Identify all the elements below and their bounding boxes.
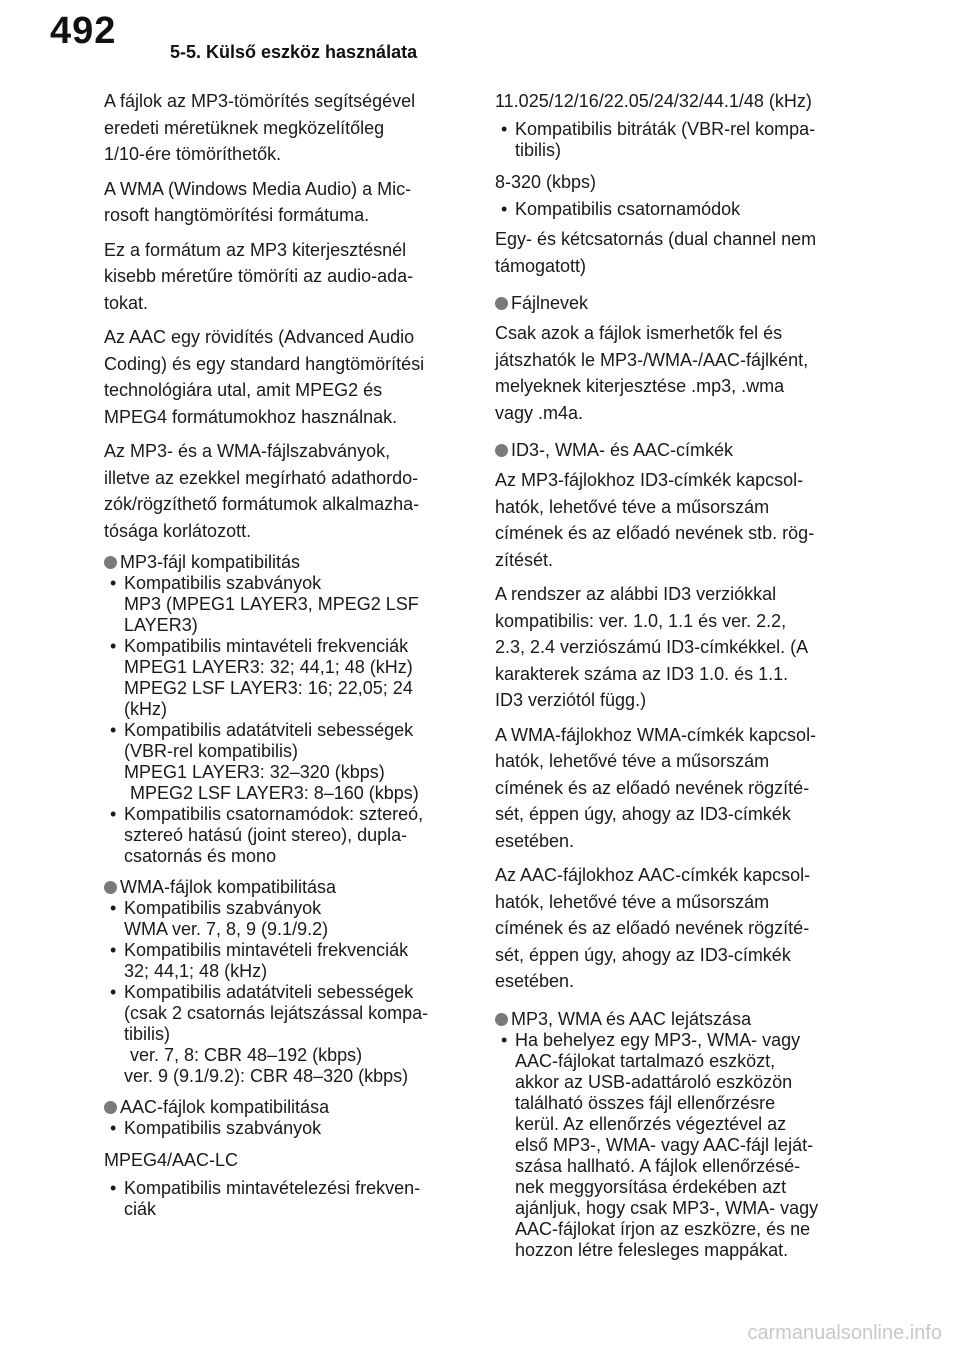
watermark: carmanualsonline.info — [747, 1322, 942, 1344]
heading-tags: ID3-, WMA- és AAC-címkék — [495, 440, 860, 461]
paragraph-wma-intro: A WMA (Windows Media Audio) a Mic- rosoft hangtömörítési formátuma. — [104, 178, 412, 225]
list-item: • Kompatibilis szabványok — [110, 1118, 322, 1138]
list-item: • Kompatibilis szabványok — [110, 898, 322, 918]
heading-mp3-compat: MP3-fájl kompatibilitás — [104, 552, 476, 573]
right-column — [495, 88, 860, 1271]
paragraph-aac-intro: Az AAC egy rövidítés (Advanced Audio Coding) és egy standard hangtömörítési technológiára utal, amit MPEG2 és MPEG4 formátumokhoz használnak. — [104, 327, 425, 427]
list-item: • Kompatibilis bitráták (VBR-rel kompa- — [501, 118, 816, 139]
list-aac-bitrate: • Kompatibilis bitráták (VBR-rel kompa- tibilis) — [495, 119, 860, 161]
list-item: • Kompatibilis csatornamódok — [501, 199, 741, 219]
list-item: • Kompatibilis adatátviteli sebességek — [110, 720, 414, 740]
list-item: • Kompatibilis csatornamódok: sztereó, — [110, 804, 424, 824]
bullet-circle-icon — [104, 556, 117, 569]
list-playback: • Ha behelyez egy MP3-, WMA- vagy AAC-fájlokat tartalmazó eszközt, akkor az USB-adattároló eszközön található összes fájl ellenőrzésre kerül. Az ellenőrzés végeztével az első MP3-, WMA- vagy AAC-fájl leját- szása hallható. A fájlok ellenőrzésé- nek meggyorsítása érdekében azt ajánljuk, hogy csak MP3-, WMA- vagy AAC-fájlokat írjon az eszközre, és ne hozzon létre felesleges mappákat. — [495, 1030, 860, 1261]
paragraph-id3-tags: Az MP3-fájlokhoz ID3-címkék kapcsol- hatók, lehetővé téve a műsorszám címének és az előadó nevének stb. rög- zítését. — [495, 470, 815, 570]
bullet-circle-icon — [495, 1013, 508, 1026]
list-item: • Kompatibilis adatátviteli sebességek — [110, 982, 414, 1002]
page-number: 492 — [50, 10, 117, 52]
aac-bitrate-values: 8-320 (kbps) — [495, 171, 597, 192]
heading-aac-compat: AAC-fájlok kompatibilitása — [104, 1097, 476, 1118]
list-aac-channels — [495, 199, 860, 220]
heading-filenames: Fájlnevek — [495, 293, 860, 314]
paragraph-filenames: Csak azok a fájlok ismerhetők fel és játszhatók le MP3-/WMA-/AAC-fájlként, melyeknek kiterjesztése .mp3, .wma vagy .m4a. — [495, 323, 809, 423]
aac-channel-values: Egy- és kétcsatornás (dual channel nem támogatott) — [495, 229, 817, 276]
paragraph-id3-versions: A rendszer az alábbi ID3 verziókkal kompatibilis: ver. 1.0, 1.1 és ver. 2.2, 2.3, 2.4 verziószámú ID3-címkékkel. (A karakterek száma az ID3 1.0. és 1.1. ID3 verziótól függ.) — [495, 584, 809, 710]
paragraph-aac-tags: Az AAC-fájlokhoz AAC-címkék kapcsol- hatók, lehetővé téve a műsorszám címének és az előadó nevének rögzíté- sét, éppen úgy, ahogy az ID3-címkék esetében. — [495, 865, 811, 991]
bullet-circle-icon — [104, 1101, 117, 1114]
paragraph-mp3-intro: A fájlok az MP3-tömörítés segítségével eredeti méretüknek megközelítőleg 1/10-ére tömöríthetők. — [104, 91, 416, 164]
bullet-circle-icon — [104, 881, 117, 894]
bullet-circle-icon — [495, 297, 508, 310]
list-aac-compat — [104, 1118, 476, 1139]
list-item: • Kompatibilis szabványok — [110, 573, 322, 593]
list-aac-freq: • Kompatibilis mintavételezési frekven- ciák — [104, 1178, 476, 1220]
paragraph-wma-compress: Ez a formátum az MP3 kiterjesztésnél kisebb méretűre tömöríti az audio-ada- tokat. — [104, 239, 414, 313]
paragraph-wma-tags: A WMA-fájlokhoz WMA-címkék kapcsol- hatók, lehetővé téve a műsorszám címének és az előadó nevének rögzíté- sét, éppen úgy, ahogy az ID3-címkék esetében. — [495, 724, 817, 851]
left-column — [104, 88, 476, 1230]
list-item: • Kompatibilis mintavételezési frekven- — [110, 1177, 421, 1198]
aac-standard-value: MPEG4/AAC-LC — [104, 1150, 239, 1170]
page-header — [0, 0, 960, 70]
list-item: • Kompatibilis mintavételi frekvenciák — [110, 940, 409, 960]
paragraph-standards-limits: Az MP3- és a WMA-fájlszabványok, illetve az ezekkel megírható adathordo- zók/rögzíthető formátumok alkalmazha- tósága korlátozott. — [104, 441, 420, 541]
aac-freq-values: 11.025/12/16/22.05/24/32/44.1/48 (kHz) — [495, 91, 812, 111]
heading-playback: MP3, WMA és AAC lejátszása — [495, 1009, 860, 1030]
heading-wma-compat: WMA-fájlok kompatibilitása — [104, 877, 476, 898]
bullet-circle-icon — [495, 444, 508, 457]
list-item: • Kompatibilis mintavételi frekvenciák — [110, 636, 409, 656]
list-item: • Ha behelyez egy MP3-, WMA- vagy — [501, 1029, 801, 1050]
section-title: 5-5. Külső eszköz használata — [170, 42, 418, 62]
list-mp3-compat: • Kompatibilis szabványok MP3 (MPEG1 LAYER3, MPEG2 LSF LAYER3) • Kompatibilis mintavételi frekvenciák MPEG1 LAYER3: 32; 44,1; 48 (kHz) MPEG2 LSF LAYER3: 16; 22,05; 24 (kHz) • Kompatibilis adatátviteli sebességek (VBR-rel kompatibilis) MPEG1 LAYER3: 32–320 (kbps) MPEG2 LSF LAYER3: 8–160 (kbps) • Kompatibilis csatornamódok: sztereó, sztereó hatású (joint stereo), dupla- csatornás és mono — [104, 573, 476, 867]
list-wma-compat: • Kompatibilis szabványok WMA ver. 7, 8, 9 (9.1/9.2) • Kompatibilis mintavételi frekvenciák 32; 44,1; 48 (kHz) • Kompatibilis adatátviteli sebességek (csak 2 csatornás lejátszással kompa- tibilis) ver. 7, 8: CBR 48–192 (kbps) ver. 9 (9.1/9.2): CBR 48–320 (kbps) — [104, 898, 476, 1087]
